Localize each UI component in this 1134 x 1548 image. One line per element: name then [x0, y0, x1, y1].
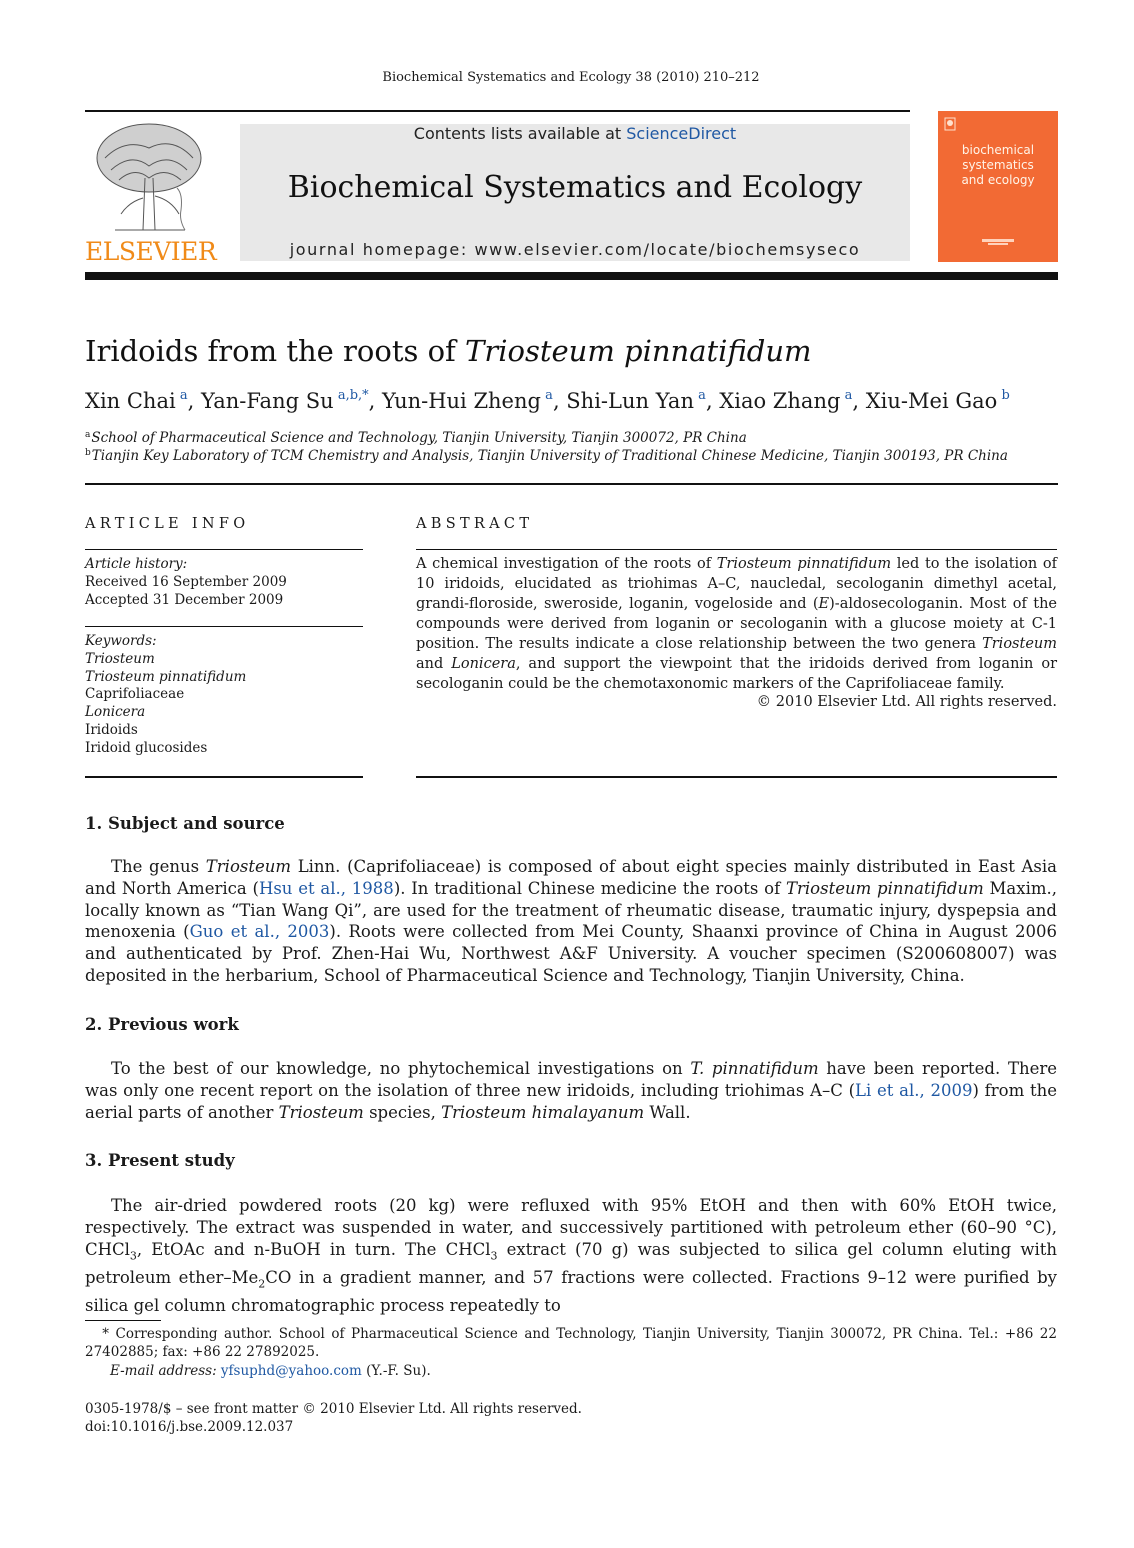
footnote-mark: * — [102, 1326, 109, 1342]
author-name: Xiao Zhang — [719, 389, 841, 413]
author-list: Xin Chai $^a$, Yan-Fang Su $^{a,b,*}$, Yun-Hui Zheng $^a$, Shi-Lun Yan $^a$, Xiao Zhang $^a$, Xiu-Mei Gao $^b$ — [85, 388, 1010, 413]
affiliation-text: School of Pharmaceutical Science and Technology, Tianjin University, Tianjin 300072, PR China — [91, 430, 747, 446]
text-run: extract (70 g) was subjected to silica gel column eluting with petroleum ether–Me — [85, 1239, 1057, 1287]
subscript: 2 — [258, 1276, 266, 1290]
abstract-text — [416, 554, 1057, 694]
cover-tree-icon — [944, 117, 956, 131]
elsevier-logo[interactable] — [85, 118, 217, 266]
italic-text: Triosteum — [278, 1102, 364, 1122]
text-run: led to the isolation of 10 iridoids, elucidated as triohimas A–C, naucledal, secologanin dimethyl acetal, grandi-floroside, sweroside, loganin, vogeloside and ( — [416, 556, 1057, 612]
cover-line: biochemical — [961, 143, 1035, 157]
section-paragraph — [85, 1058, 1057, 1123]
email-suffix: (Y.-F. Su). — [361, 1363, 431, 1379]
text-run: CO in a gradient manner, and 57 fractions were collected. Fractions 9–12 were purified by silica gel column chromatographic process repeatedly to — [85, 1267, 1058, 1315]
text-run: , and support the viewpoint that the iridoids derived from loganin or secologanin could be the chemotaxonomic markers of the Caprifoliaceae family. — [416, 656, 1057, 692]
doi-link[interactable]: doi:10.1016/j.bse.2009.12.037 — [85, 1419, 294, 1435]
author-affil-link[interactable]: a — [698, 388, 706, 403]
journal-homepage[interactable]: journal homepage: www.elsevier.com/locate/biochemsyseco — [289, 240, 861, 259]
abstract-copyright: © 2010 Elsevier Ltd. All rights reserved. — [756, 694, 1057, 710]
journal-title: Biochemical Systematics and Ecology — [287, 170, 863, 205]
article-title-italic: Triosteum pinnatifidum — [465, 334, 812, 368]
italic-text: Triosteum pinnatifidum — [716, 556, 892, 572]
abstract-rule — [416, 549, 1057, 550]
cover-line: and ecology — [961, 173, 1035, 187]
citation-link[interactable]: Guo et al., 2003 — [189, 922, 330, 942]
text-run: ) from the aerial parts of another — [85, 1080, 1057, 1122]
text-run: ). Roots were collected from Mei County, Shaanxi province of China in August 2006 and authenticated by Prof. Zhen-Hai Wu, Northwest A&F University. A voucher specimen (S200608007) was deposited in the herbarium, School of Pharmaceutical Science and Technology, Tianjin University, China. — [85, 922, 1057, 985]
affiliation — [85, 448, 1008, 464]
keyword: Iridoids — [85, 722, 138, 738]
cover-title — [938, 143, 1058, 188]
affiliation-mark: a — [85, 430, 91, 440]
text-run: Linn. (Caprifoliaceae) is composed of about eight species mainly distributed in East Asia and North America ( — [85, 857, 1058, 898]
author-affil-link[interactable]: a — [545, 388, 553, 403]
author-name: Xiu-Mei Gao — [865, 389, 998, 413]
cover-line: systematics — [962, 158, 1034, 172]
info-rule — [85, 626, 363, 627]
contents-prefix: Contents lists available at — [413, 124, 627, 143]
journal-citation: Biochemical Systematics and Ecology 38 (2010) 210–212 — [382, 70, 760, 85]
italic-text: E — [818, 596, 830, 612]
section-heading: 2. Previous work — [85, 1015, 239, 1034]
author-name: Yun-Hui Zheng — [382, 389, 541, 413]
citation-link[interactable]: Li et al., 2009 — [855, 1080, 973, 1100]
history-label: Article history: — [85, 556, 188, 572]
affiliation-text: Tianjin Key Laboratory of TCM Chemistry and Analysis, Tianjin University of Traditional Chinese Medicine, Tianjin 300193, PR China — [91, 448, 1008, 464]
italic-text: Triosteum pinnatifidum — [786, 878, 984, 898]
journal-cover[interactable] — [938, 111, 1058, 262]
text-run: ). In traditional Chinese medicine the roots of — [393, 878, 787, 898]
accepted-date: Accepted 31 December 2009 — [85, 592, 284, 608]
footnote-text: Corresponding author. School of Pharmaceutical Science and Technology, Tianjin University, Tianjin 300072, PR China. Tel.: +86 22 27402885; fax: +86 22 27892025. — [85, 1326, 1057, 1360]
subscript: 3 — [129, 1248, 137, 1262]
sciencedirect-link[interactable]: ScienceDirect — [626, 124, 737, 143]
author-name: Shi-Lun Yan — [566, 389, 694, 413]
text-run: The genus — [111, 857, 206, 876]
subscript: 3 — [490, 1248, 498, 1262]
text-run: and — [416, 656, 452, 672]
section-heading: 3. Present study — [85, 1151, 235, 1170]
text-run: The air-dried powdered roots (20 kg) were refluxed with 95% EtOH and then with 60% EtOH twice, respectively. The extract was suspended in water, and successively partitioned with petroleum ether (60–90 °C), CHCl — [85, 1196, 1057, 1259]
author-affil-link[interactable]: a — [844, 388, 853, 403]
author-affil-link[interactable]: b — [1001, 388, 1010, 403]
italic-text: Lonicera — [451, 656, 516, 672]
article-title-plain: Iridoids from the roots of — [85, 334, 465, 368]
keyword: Iridoid glucosides — [85, 740, 208, 756]
text-run: To the best of our knowledge, no phytochemical investigations on — [111, 1059, 691, 1078]
text-run: species, — [363, 1102, 442, 1122]
tree-icon — [85, 118, 213, 238]
received-date: Received 16 September 2009 — [85, 574, 287, 590]
section-paragraph — [85, 856, 1057, 987]
info-rule — [85, 549, 363, 550]
corresponding-footnote — [85, 1325, 1057, 1361]
text-run: Wall. — [644, 1102, 691, 1122]
text-run: )-aldosecologanin. Most of the compounds were derived from loganin or secologanin with a glucose moiety at C-1 position. The results indicate a close relationship between the two genera — [416, 596, 1057, 652]
header-rule — [85, 110, 910, 112]
section-heading: 1. Subject and source — [85, 814, 285, 833]
keyword: Triosteum pinnatifidum — [85, 669, 247, 685]
cover-publisher-mark-icon — [978, 238, 1018, 246]
text-run: , EtOAc and n-BuOH in turn. The CHCl — [136, 1239, 491, 1259]
italic-text: T. pinnatifidum — [690, 1059, 819, 1078]
author-name: Xin Chai — [85, 389, 176, 413]
issn-line: 0305-1978/$ – see front matter © 2010 Elsevier Ltd. All rights reserved. — [85, 1401, 582, 1417]
italic-text: Triosteum himalayanum — [441, 1102, 645, 1122]
author-affil-link[interactable]: a,b,* — [337, 388, 369, 403]
elsevier-wordmark: ELSEVIER — [85, 237, 217, 266]
keyword: Lonicera — [85, 704, 146, 720]
text-run: Maxim., locally known as “Tian Wang Qi”, are used for the treatment of rheumatic disease, traumatic injury, dyspepsia and menoxenia ( — [85, 878, 1057, 942]
email-link[interactable]: yfsuphd@yahoo.com — [220, 1363, 362, 1379]
article-info-heading: ARTICLE INFO — [85, 516, 250, 532]
italic-text: Triosteum — [982, 636, 1057, 652]
keywords-label: Keywords: — [85, 633, 157, 649]
email-label: E-mail address: — [110, 1363, 221, 1379]
affiliation — [85, 430, 747, 446]
citation-link[interactable]: Hsu et al., 1988 — [258, 878, 394, 898]
abstract-heading: ABSTRACT — [416, 516, 534, 532]
italic-text: Triosteum — [205, 857, 292, 876]
author-affil-link[interactable]: a — [179, 388, 188, 403]
section-paragraph — [85, 1195, 1057, 1317]
footnote-rule — [85, 1320, 161, 1321]
section-rule — [85, 483, 1058, 485]
abstract-end-rule — [416, 776, 1057, 778]
info-end-rule — [85, 776, 363, 778]
keyword: Caprifoliaceae — [85, 686, 185, 702]
contents-line — [240, 124, 910, 143]
text-run: have been reported. There was only one recent report on the isolation of three new iridoids, including triohimas A–C ( — [85, 1059, 1057, 1100]
article-title — [85, 334, 812, 368]
email-footnote — [85, 1362, 1057, 1380]
affiliation-mark: b — [85, 448, 91, 458]
author-name: Yan-Fang Su — [201, 389, 334, 413]
header-thick-rule — [85, 272, 1058, 280]
keyword: Triosteum — [85, 651, 155, 667]
journal-masthead — [240, 124, 910, 261]
text-run: A chemical investigation of the roots of — [416, 556, 717, 572]
